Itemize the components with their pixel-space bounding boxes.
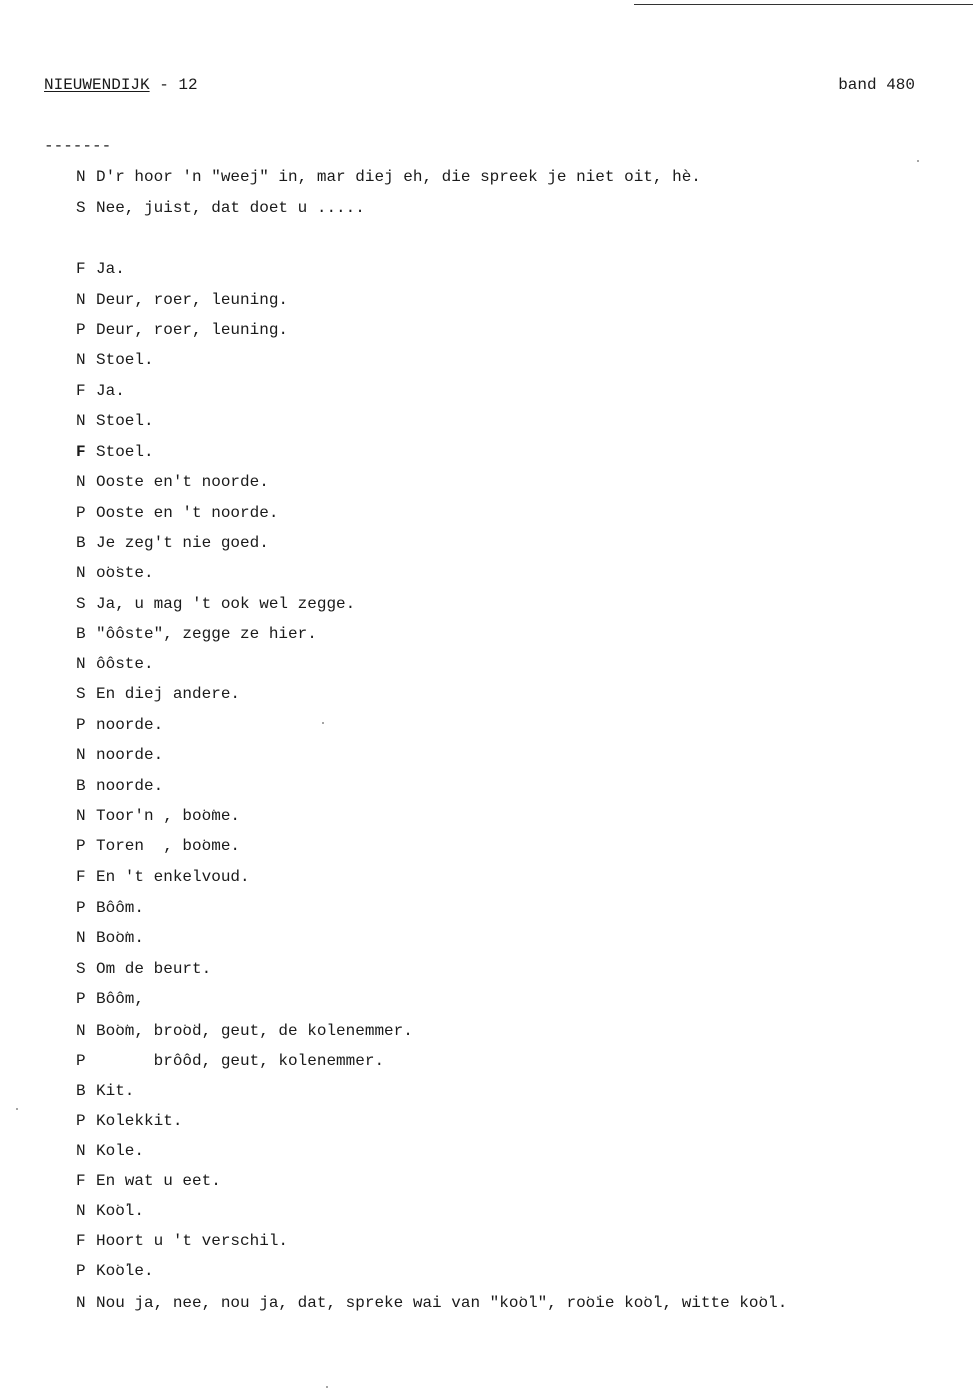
transcript-line bbox=[76, 959, 211, 979]
speaker-code: N bbox=[76, 1022, 86, 1040]
transcript-line bbox=[76, 320, 288, 340]
transcript-line bbox=[76, 715, 163, 735]
speaker-code: S bbox=[76, 685, 86, 703]
speaker-code: F bbox=[76, 443, 86, 461]
speaker-code: N bbox=[76, 655, 86, 673]
transcript-line bbox=[76, 198, 365, 218]
speaker-code: S bbox=[76, 199, 86, 217]
speech-text: noorde. bbox=[96, 716, 164, 734]
speaker-code: N bbox=[76, 291, 86, 309]
speech-text: Toor'n , bo͘o͘me. bbox=[96, 807, 241, 825]
document-title: NIEUWENDIJK bbox=[44, 76, 150, 94]
speaker-code: S bbox=[76, 960, 86, 978]
speech-text: ôôste. bbox=[96, 655, 154, 673]
transcript-line bbox=[76, 1293, 787, 1313]
speaker-code: F bbox=[76, 382, 86, 400]
transcript-line bbox=[76, 624, 317, 644]
speech-text: Ja. bbox=[96, 260, 125, 278]
speaker-code: N bbox=[76, 1202, 86, 1220]
speech-text: Stoel. bbox=[96, 443, 154, 461]
speech-text: Ja. bbox=[96, 382, 125, 400]
speaker-code: N bbox=[76, 168, 86, 186]
paper-speck bbox=[917, 160, 919, 162]
transcript-line bbox=[76, 350, 154, 370]
speech-text: En wat u eet. bbox=[96, 1172, 221, 1190]
speech-text: Kit. bbox=[96, 1082, 135, 1100]
transcript-line bbox=[76, 594, 355, 614]
speech-text: "ôôste", zegge ze hier. bbox=[96, 625, 317, 643]
transcript-line bbox=[76, 867, 250, 887]
speaker-code: S bbox=[76, 595, 86, 613]
transcript-line bbox=[76, 1111, 182, 1131]
speech-text: Ooste en't noorde. bbox=[96, 473, 269, 491]
speaker-code: F bbox=[76, 260, 86, 278]
speaker-code: P bbox=[76, 321, 86, 339]
speech-text: Ko͘o͘l. bbox=[96, 1202, 145, 1220]
speech-text: D'r hoor 'n "weej" in, mar diej eh, die spreek je niet oit, hè. bbox=[96, 168, 701, 186]
transcript-line bbox=[76, 381, 125, 401]
transcript-line bbox=[76, 928, 144, 948]
transcript-line bbox=[76, 989, 144, 1009]
speaker-code: N bbox=[76, 1294, 86, 1312]
speech-text: Bôôm. bbox=[96, 899, 145, 917]
speech-text: Ooste en 't noorde. bbox=[96, 504, 279, 522]
speaker-code: F bbox=[76, 1232, 86, 1250]
speech-text: Om de beurt. bbox=[96, 960, 212, 978]
transcript-line bbox=[76, 745, 163, 765]
transcript-line bbox=[76, 503, 278, 523]
speech-text: En 't enkelvoud. bbox=[96, 868, 250, 886]
speech-text: Ja, u mag 't ook wel zegge. bbox=[96, 595, 356, 613]
transcript-line bbox=[76, 472, 269, 492]
transcript-line bbox=[76, 1171, 221, 1191]
speaker-code: N bbox=[76, 746, 86, 764]
transcript-line bbox=[76, 836, 240, 856]
top-rule bbox=[634, 4, 973, 5]
transcript-line bbox=[76, 259, 125, 279]
speaker-code: P bbox=[76, 1052, 86, 1070]
paper-speck bbox=[326, 1386, 328, 1388]
transcript-line bbox=[76, 898, 144, 918]
transcript-line bbox=[76, 806, 240, 826]
speech-text: Kolekkit. bbox=[96, 1112, 183, 1130]
speaker-code: N bbox=[76, 412, 86, 430]
speaker-code: B bbox=[76, 625, 86, 643]
speech-text: Kole. bbox=[96, 1142, 145, 1160]
speech-text: Deur, roer, leuning. bbox=[96, 291, 289, 309]
speaker-code: P bbox=[76, 1112, 86, 1130]
speaker-code: P bbox=[76, 837, 86, 855]
speech-text: noorde. bbox=[96, 777, 164, 795]
speaker-code: B bbox=[76, 534, 86, 552]
transcript-line bbox=[76, 1081, 134, 1101]
transcript-line bbox=[76, 563, 154, 583]
page-header bbox=[44, 76, 915, 98]
speech-text: brôôd, geut, kolenemmer. bbox=[96, 1052, 385, 1070]
transcript-line bbox=[76, 167, 701, 187]
transcript-line bbox=[76, 533, 269, 553]
transcript-line bbox=[76, 1261, 154, 1281]
speech-text: Nou ja, nee, nou ja, dat, spreke wai van "ko͘o͘l", ro͘o͘ie ko͘o͘l, witte ko͘o͘l. bbox=[96, 1294, 788, 1312]
transcript-line bbox=[76, 776, 163, 796]
speaker-code: B bbox=[76, 1082, 86, 1100]
transcript-line bbox=[76, 654, 154, 674]
band-number: band 480 bbox=[838, 76, 915, 94]
speaker-code: P bbox=[76, 990, 86, 1008]
speaker-code: P bbox=[76, 504, 86, 522]
speaker-code: F bbox=[76, 1172, 86, 1190]
transcript-line bbox=[76, 1021, 413, 1041]
speech-text: Je zeg't nie goed. bbox=[96, 534, 269, 552]
speech-text: Deur, roer, leuning. bbox=[96, 321, 289, 339]
speaker-code: N bbox=[76, 473, 86, 491]
speaker-code: N bbox=[76, 351, 86, 369]
speaker-code: N bbox=[76, 929, 86, 947]
speech-text: En diej andere. bbox=[96, 685, 241, 703]
speaker-code: N bbox=[76, 1142, 86, 1160]
transcript-line bbox=[76, 411, 154, 431]
speech-text: Bôôm, bbox=[96, 990, 145, 1008]
speaker-code: P bbox=[76, 1262, 86, 1280]
speech-text: noorde. bbox=[96, 746, 164, 764]
speaker-code: B bbox=[76, 777, 86, 795]
speech-text: Bo͘o͘m. bbox=[96, 929, 145, 947]
transcript-line bbox=[76, 290, 288, 310]
speaker-code: N bbox=[76, 564, 86, 582]
speech-text: Toren , bo͘ome. bbox=[96, 837, 241, 855]
transcript-line bbox=[76, 684, 240, 704]
speech-text: Hoort u 't verschil. bbox=[96, 1232, 289, 1250]
speech-text: Bo͘o͘m, bro͘o͘d, geut, de kolenemmer. bbox=[96, 1022, 413, 1040]
transcript-line bbox=[76, 1201, 144, 1221]
speaker-code: P bbox=[76, 716, 86, 734]
speech-text: Stoel. bbox=[96, 412, 154, 430]
speech-text: Stoel. bbox=[96, 351, 154, 369]
speech-text: Ko͘o͘le. bbox=[96, 1262, 154, 1280]
speaker-code: F bbox=[76, 868, 86, 886]
speech-text: o͘o͘ste. bbox=[96, 564, 154, 582]
paper-speck bbox=[16, 1108, 18, 1110]
transcript-line bbox=[76, 1051, 384, 1071]
page-number: - 12 bbox=[149, 76, 198, 94]
speaker-code: N bbox=[76, 807, 86, 825]
paper-speck bbox=[322, 722, 324, 724]
speech-text: Nee, juist, dat doet u ..... bbox=[96, 199, 365, 217]
section-separator: ------- bbox=[44, 137, 112, 155]
transcript-line bbox=[76, 442, 154, 462]
speaker-code: P bbox=[76, 899, 86, 917]
transcript-line bbox=[76, 1141, 144, 1161]
header-left bbox=[44, 76, 198, 94]
transcript-line bbox=[76, 1231, 288, 1251]
